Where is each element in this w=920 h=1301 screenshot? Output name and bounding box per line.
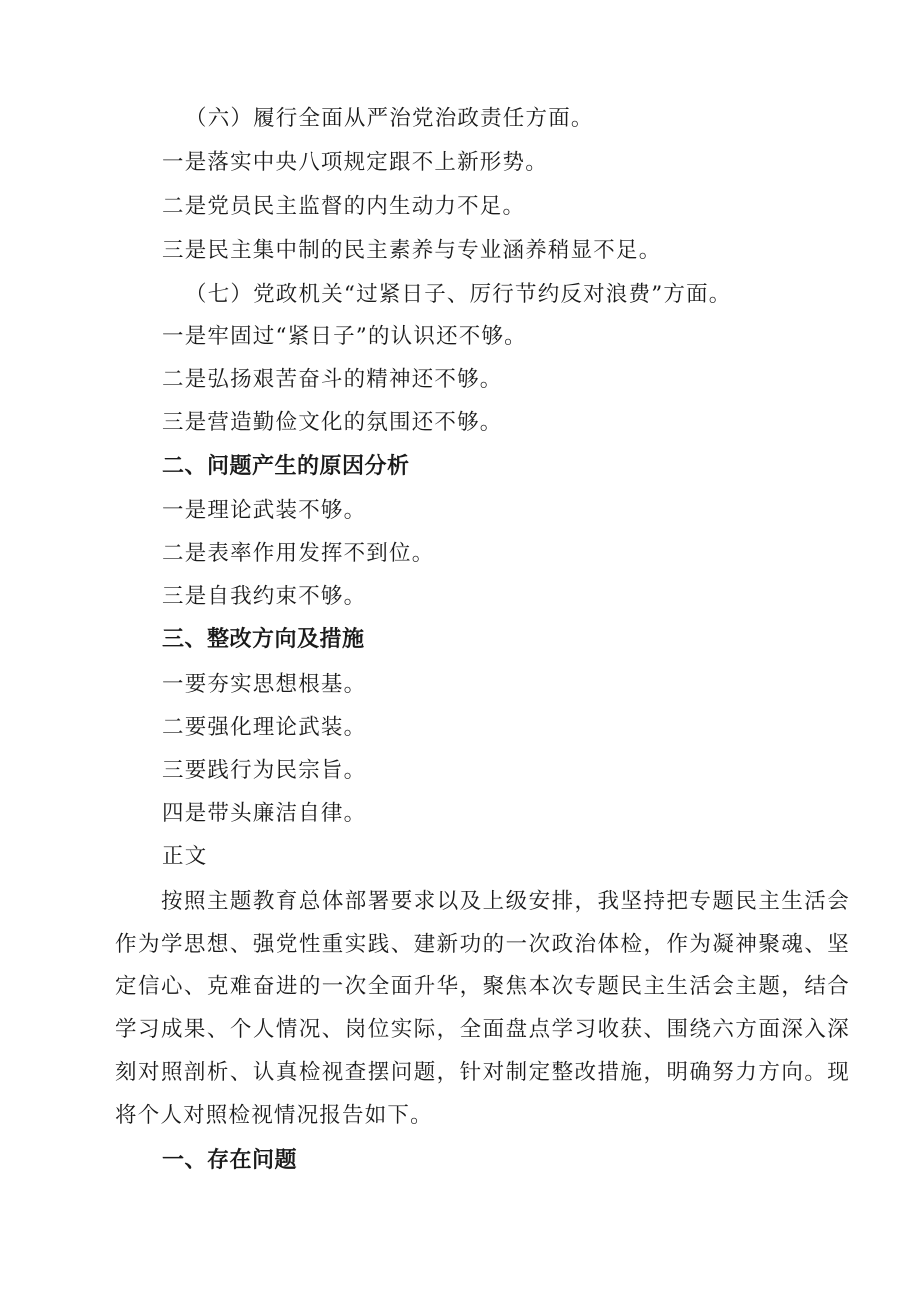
cause-item-1: 一是理论武装不够。 [162, 498, 367, 523]
section-7-item-3: 三是营造勤俭文化的氛围还不够。 [162, 410, 503, 435]
section-6-title: （六）履行全面从严治党治政责任方面。 [185, 106, 594, 131]
heading-rectification: 三、整改方向及措施 [162, 627, 365, 652]
section-7-item-2: 二是弘扬艰苦奋斗的精神还不够。 [162, 367, 503, 392]
cause-item-3: 三是自我约束不够。 [162, 584, 367, 609]
section-7-item-1: 一是牢固过“紧日子”的认识还不够。 [162, 324, 527, 349]
heading-existing-problems: 一、存在问题 [162, 1148, 298, 1173]
section-6-item-3: 三是民主集中制的民主素养与专业涵养稍显不足。 [162, 238, 662, 263]
cause-item-2: 二是表率作用发挥不到位。 [162, 541, 435, 566]
measure-item-1: 一要夯实思想根基。 [162, 672, 367, 697]
measure-item-3: 三要践行为民宗旨。 [162, 758, 367, 783]
section-6-item-2: 二是党员民主监督的内生动力不足。 [162, 194, 526, 219]
measure-item-4: 四是带头廉洁自律。 [162, 801, 367, 826]
heading-cause-analysis: 二、问题产生的原因分析 [162, 454, 410, 479]
section-7-title: （七）党政机关“过紧日子、厉行节约反对浪费”方面。 [185, 282, 732, 307]
body-paragraph: 按照主题教育总体部署要求以及上级安排，我坚持把专题民主生活会作为学思想、强党性重实践、建新功的一次政治体检，作为凝神聚魂、坚定信心、克难奋进的一次全面升华，聚焦本次专题民主生活会主题，结合学习成果、个人情况、岗位实际，全面盘点学习收获、围绕六方面深入深刻对照剖析、认真检视查摆问题，针对制定整改措施，明确努力方向。现将个人对照检视情况报告如下。 [115, 889, 850, 1128]
section-6-item-1: 一是落实中央八项规定跟不上新形势。 [162, 150, 548, 175]
body-label: 正文 [162, 844, 208, 869]
measure-item-2: 二要强化理论武装。 [162, 715, 367, 740]
